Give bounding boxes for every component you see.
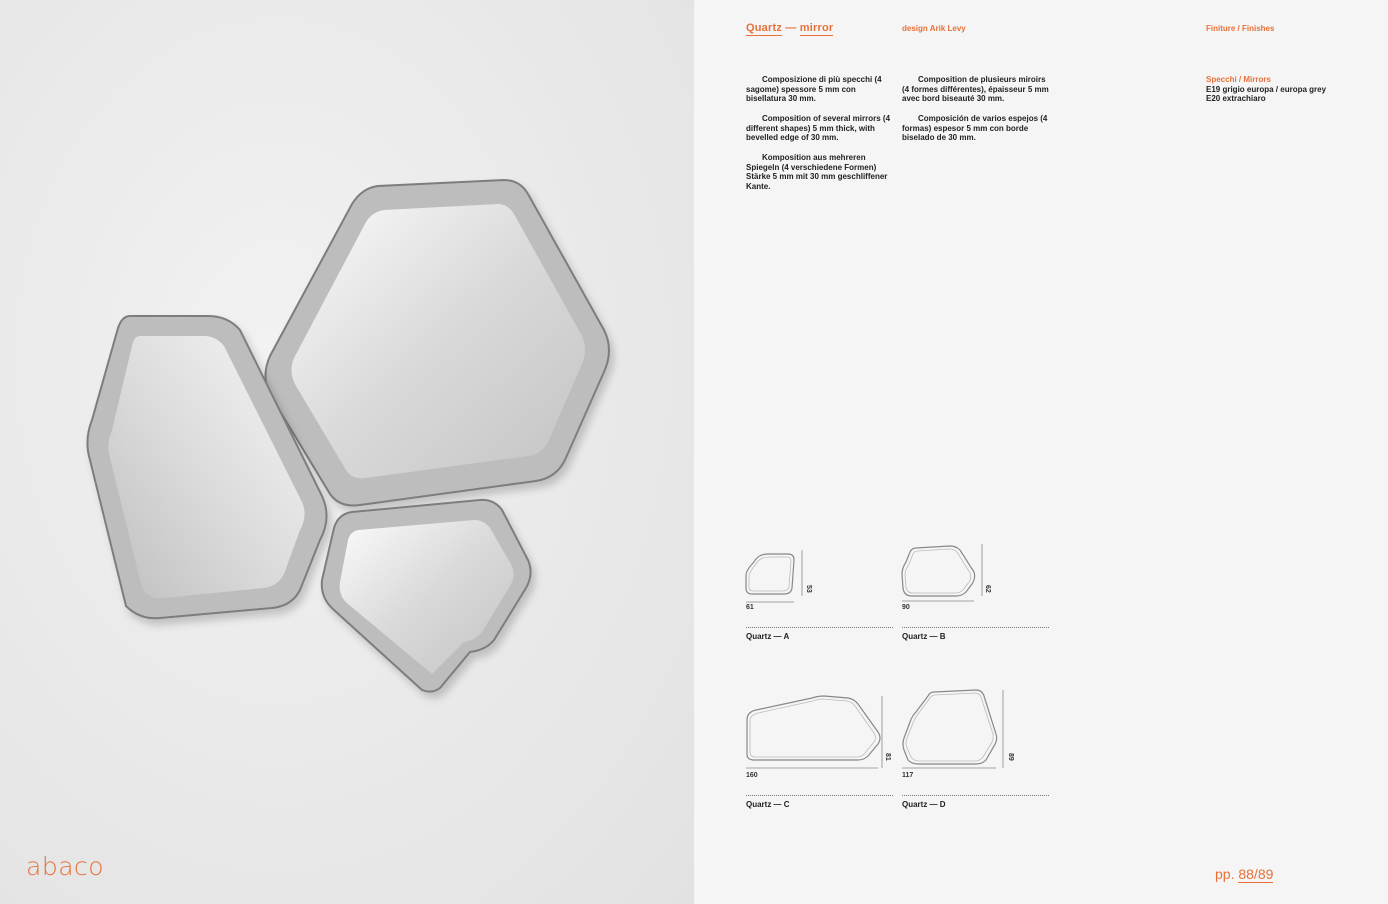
- finish-category: Specchi / Mirrors: [1206, 75, 1271, 84]
- quartz-c-height: 81: [884, 753, 891, 761]
- quartz-a-width: 61: [746, 604, 754, 611]
- quartz-b-height: 62: [984, 585, 991, 593]
- quartz-d-label: Quartz — D: [902, 800, 946, 809]
- product-type: mirror: [799, 22, 834, 34]
- page-number-value: 88/89: [1238, 866, 1274, 882]
- quartz-b-width: 90: [902, 604, 910, 611]
- quartz-c-label: Quartz — C: [746, 800, 790, 809]
- divider: [746, 795, 893, 796]
- finishes-heading: Finiture / Finishes: [1206, 24, 1275, 33]
- divider: [746, 627, 893, 628]
- quartz-c-width: 160: [746, 772, 758, 779]
- title-separator: —: [782, 22, 800, 34]
- divider: [902, 795, 1049, 796]
- finish-item: E20 extrachiaro: [1206, 94, 1266, 104]
- quartz-d-width: 117: [902, 772, 914, 779]
- quartz-b-label: Quartz — B: [902, 632, 946, 641]
- quartz-a-drawing: [742, 546, 812, 602]
- quartz-b-drawing: [900, 542, 990, 602]
- quartz-d-height-line: [1001, 690, 1005, 768]
- description-english: Composition of several mirrors (4 different shapes) 5 mm thick, with bevelled edge of 30 mm.: [746, 114, 891, 143]
- finishes-list: [1206, 75, 1326, 104]
- description-french: Composition de plusieurs miroirs (4 formes différentes), épaisseur 5 mm avec bord biseauté 30 mm.: [902, 75, 1049, 104]
- page-number: [1215, 866, 1273, 882]
- divider: [902, 627, 1049, 628]
- mirror-small: [322, 500, 531, 692]
- description-spanish: Composición de varios espejos (4 formas) espesor 5 mm con borde biselado de 30 mm.: [902, 114, 1048, 143]
- product-name: Quartz: [746, 22, 783, 34]
- mirror-large: [265, 180, 609, 506]
- brand-logo: abaco: [26, 852, 105, 881]
- finish-item: E19 grigio europa / europa grey: [1206, 84, 1327, 94]
- quartz-d-drawing: [900, 688, 1010, 770]
- designer-credit: design Arik Levy: [902, 24, 966, 33]
- page-number-prefix: pp.: [1215, 866, 1239, 882]
- description-italian: Composizione di più specchi (4 sagome) spessore 5 mm con bisellatura 30 mm.: [746, 75, 882, 104]
- quartz-a-label: Quartz — A: [746, 632, 790, 641]
- quartz-c-drawing: [744, 692, 890, 772]
- quartz-a-height: 53: [805, 585, 812, 593]
- page-title: [746, 22, 833, 34]
- description-german: Komposition aus mehreren Spiegeln (4 verschiedene Formen) Stärke 5 mm mit 30 mm geschliffener Kante.: [746, 153, 888, 192]
- quartz-d-height: 89: [1007, 753, 1014, 761]
